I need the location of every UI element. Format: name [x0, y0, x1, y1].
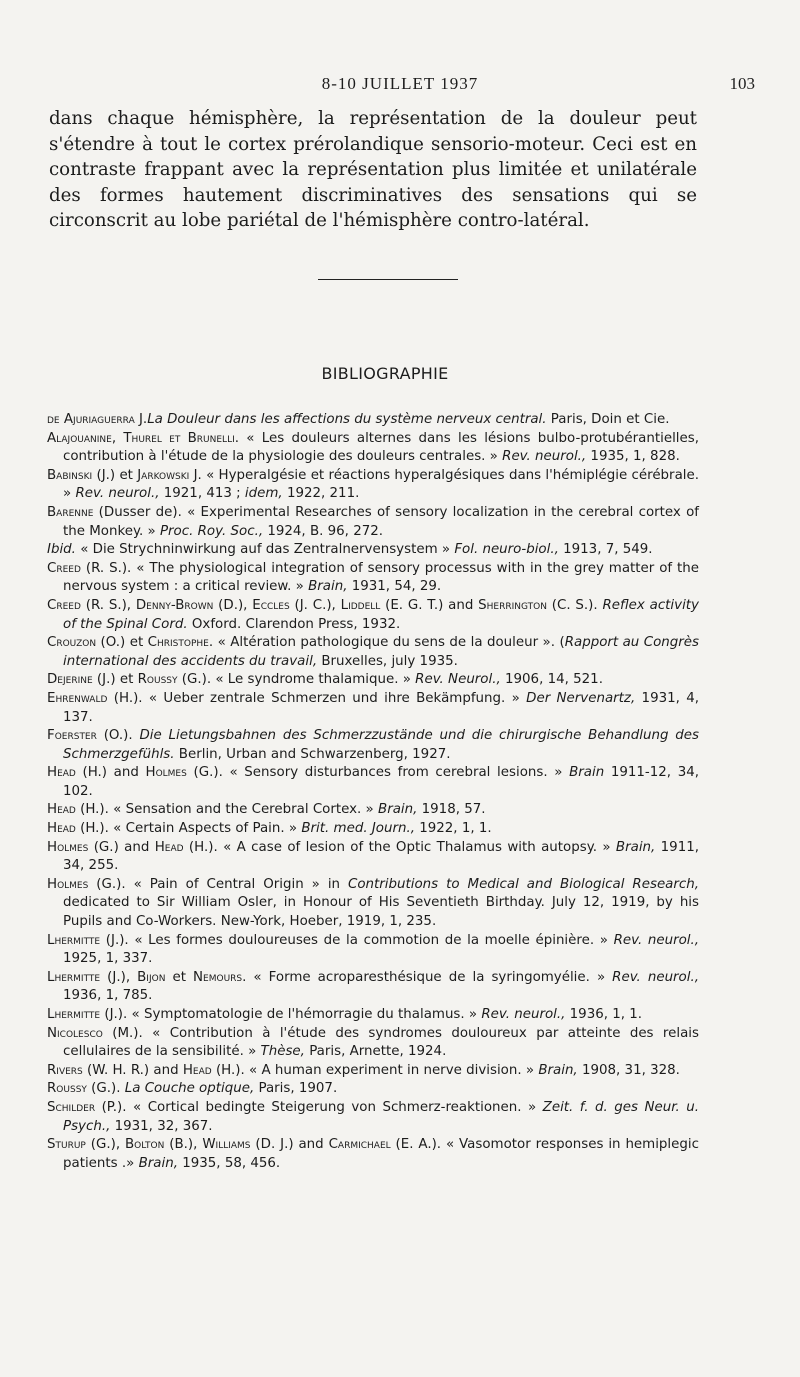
- entry-author: Crouzon: [47, 635, 97, 651]
- entry-author: Sturup: [47, 1137, 86, 1153]
- entry-text: (R. S.),: [80, 597, 136, 613]
- entry-author: Head: [154, 839, 184, 855]
- entry-text: (P.). « Cortical bedingte Steigerung von Schmerz-reaktionen. »: [95, 1099, 543, 1115]
- entry-author: Bijon: [137, 969, 166, 985]
- bibliography-entry: [47, 467, 699, 504]
- entry-text: (Dusser de). « Experimental Researches of sensory localization in the cerebral cortex of the Monkey. »: [63, 504, 699, 539]
- entry-text: (D. J.) and: [250, 1137, 329, 1153]
- bibliography-entry: [47, 1080, 699, 1099]
- entry-text: (C. S.).: [546, 597, 603, 613]
- section-divider: [318, 279, 458, 280]
- header-date: 8-10 JUILLET 1937: [321, 74, 479, 93]
- entry-text: (H.). « A case of lesion of the Optic Thalamus with autopsy. »: [183, 839, 616, 855]
- bibliography-entry: [47, 634, 699, 671]
- entry-author: Holmes: [145, 765, 187, 781]
- entry-text: 1925, 1, 337.: [63, 951, 153, 967]
- bibliography-entry: [47, 1136, 699, 1173]
- entry-author: Roussy: [137, 672, 178, 688]
- entry-author: Lhermitte: [47, 969, 101, 985]
- entry-title: Contributions to Medical and Biological Research,: [348, 876, 700, 892]
- entry-text: « Altération pathologique du sens de la douleur ». (: [213, 635, 565, 651]
- entry-text: (G.). « Le syndrome thalamique. »: [177, 672, 416, 688]
- entry-title: Rev. neurol.,: [481, 1007, 566, 1022]
- entry-title: Der Nervenartz,: [526, 690, 636, 706]
- entry-author: Ehrenwald: [47, 690, 108, 706]
- bibliography-entry: [47, 969, 699, 1006]
- entry-text: 1931, 32, 367.: [110, 1118, 213, 1134]
- entry-text: (R. S.). « The physiological integration of sensory processus with in the grey matter of the nervous system : a critical review. »: [63, 560, 699, 595]
- entry-text: (J.),: [100, 969, 138, 985]
- entry-author: Liddell: [340, 597, 381, 613]
- entry-text: (J.). « Les formes douloureuses de la commotion de la moelle épinière. »: [100, 932, 614, 948]
- entry-text: 1931, 54, 29.: [347, 579, 442, 595]
- entry-text: (G.).: [86, 1081, 125, 1097]
- entry-text: et: [165, 969, 194, 985]
- entry-text: « Die Strychninwirkung auf das Zentralnervensystem »: [75, 542, 455, 558]
- bibliography-entry: [47, 727, 699, 764]
- entry-title: Brain,: [378, 802, 418, 818]
- entry-text: (M.). « Contribution à l'étude des syndromes douloureux par atteinte des relais cellulaires de la sensibilité. »: [63, 1025, 699, 1060]
- entry-author: Ibid.: [47, 542, 76, 558]
- entry-text: (E. A.). « Vasomotor responses in hemiplegic patients .»: [63, 1137, 699, 1171]
- entry-author: Holmes: [47, 839, 89, 855]
- entry-author: Eccles: [252, 597, 290, 613]
- bibliography-entry: [47, 839, 699, 876]
- entry-text: (G.),: [85, 1137, 125, 1153]
- entry-author: Head: [47, 802, 76, 818]
- entry-author: Creed: [47, 597, 81, 613]
- entry-text: Paris, 1907.: [254, 1081, 338, 1097]
- entry-text: (J.). « Symptomatologie de l'hémorragie du thalamus. »: [100, 1007, 482, 1022]
- entry-title: La Douleur dans les affections du système nerveux central.: [147, 412, 547, 427]
- entry-title: Die Lietungsbahnen des Schmerzzustände und die chirurgische Behandlung des Schmerzgefühls.: [63, 728, 699, 762]
- entry-text: 1936, 1, 1.: [565, 1007, 643, 1022]
- entry-text: Bruxelles, july 1935.: [317, 653, 458, 669]
- entry-author: Denny-Brown: [135, 597, 214, 613]
- entry-author: Babinski: [47, 467, 93, 483]
- bibliography-entry: [47, 560, 699, 597]
- entry-author: Williams: [202, 1137, 251, 1153]
- entry-text: (B.),: [164, 1137, 203, 1153]
- entry-author: Bolton: [125, 1137, 165, 1153]
- entry-title: Brain: [569, 765, 605, 781]
- bibliography-entry: [47, 876, 699, 932]
- entry-text: 1935, 58, 456.: [177, 1155, 281, 1171]
- entry-title: idem,: [244, 486, 283, 502]
- entry-text: (H.). « A human experiment in nerve division. »: [211, 1062, 539, 1078]
- entry-title: Rev. neurol.,: [613, 932, 699, 948]
- entry-text: (H.) and: [75, 765, 146, 781]
- entry-text: Oxford. Clarendon Press, 1932.: [187, 616, 401, 632]
- bibliography-entry: [47, 1062, 699, 1081]
- entry-author: Creed: [47, 560, 81, 576]
- entry-title: Brain,: [538, 1062, 578, 1078]
- entry-text: « Les douleurs alternes dans les lésions bulbo-protubérantielles, contribution à l'étude de la physiologie des douleurs centrales. »: [63, 430, 699, 465]
- entry-author: Dejerine: [47, 672, 93, 688]
- entry-title: Thèse,: [260, 1044, 305, 1060]
- entry-text: Paris, Arnette, 1924.: [304, 1044, 447, 1060]
- entry-author: Rivers: [47, 1062, 83, 1078]
- entry-author: Alajouanine, Thurel et Brunelli.: [47, 430, 239, 446]
- entry-title: Rev. neurol.,: [75, 486, 160, 502]
- bibliography-entry: [47, 690, 699, 727]
- entry-author: Holmes: [47, 876, 89, 892]
- entry-text: (W. H. R.) and: [82, 1062, 183, 1078]
- entry-text: (D.),: [213, 597, 253, 613]
- bibliography-entry: [47, 541, 699, 560]
- bibliography-entry: [47, 1006, 699, 1025]
- entry-text: (H.). « Certain Aspects of Pain. »: [75, 821, 302, 837]
- entry-title: Rapport au Congrès international des accidents du travail,: [63, 635, 699, 669]
- entry-title: Brain,: [308, 579, 348, 595]
- running-header: [45, 74, 755, 96]
- bibliography-entry: [47, 671, 699, 690]
- entry-text: (H.). « Ueber zentrale Schmerzen und ihre Bekämpfung. »: [107, 690, 527, 706]
- entry-text: (O.).: [96, 728, 140, 744]
- entry-title: Rev. Neurol.,: [415, 672, 501, 688]
- entry-title: La Couche optique,: [124, 1081, 255, 1097]
- entry-text: (O.) et: [96, 635, 148, 651]
- entry-author: Lhermitte: [47, 932, 101, 948]
- entry-author: Barenne: [47, 504, 94, 520]
- entry-text: (G.) and: [88, 839, 155, 855]
- entry-author: Head: [182, 1062, 212, 1078]
- entry-author: Nicolesco: [47, 1025, 103, 1041]
- bibliography-entry: [47, 430, 699, 467]
- entry-author: Roussy: [47, 1081, 87, 1097]
- entry-title: Zeit. f. d. ges Neur. u. Psych.,: [63, 1099, 699, 1134]
- bibliography-title: BIBLIOGRAPHIE: [321, 364, 449, 383]
- entry-author: Sherrington: [478, 597, 547, 613]
- entry-title: Proc. Roy. Soc.,: [159, 523, 264, 539]
- entry-title: Brain,: [615, 839, 656, 855]
- entry-text: (G.). « Pain of Central Origin » in: [88, 876, 349, 892]
- entry-text: « Forme acroparesthésique de la syringomyélie. »: [246, 969, 613, 985]
- entry-text: 1922, 1, 1.: [414, 821, 492, 837]
- bibliography-entry: [47, 764, 699, 801]
- entry-title: Reflex activity of the Spinal Cord.: [63, 597, 699, 632]
- intro-text: dans chaque hémisphère, la représentation de la douleur peut s'étendre à tout le cortex prérolandique sensorio-moteur. Ceci est en contraste frappant avec la représentation plus limitée et unilatérale des formes hautement discriminatives des sensations qui se circonscrit au lobe pariétal de l'hémisphère contro-latéral.: [49, 108, 697, 232]
- entry-text: 1924, B. 96, 272.: [263, 523, 384, 539]
- bibliography-entry: [47, 801, 699, 820]
- entry-text: 1921, 413 ;: [159, 486, 245, 502]
- bibliography-entry: [47, 1025, 699, 1062]
- entry-text: 1918, 57.: [417, 802, 486, 818]
- entry-text: 1913, 7, 549.: [558, 542, 653, 558]
- bibliography-entry: [47, 411, 699, 430]
- entry-text: dedicated to Sir William Osler, in Honour of His Seventieth Birthday. July 12, 1919, by his Pupils and Co-Workers. New-York, Hoeber, 1919, 1, 235.: [63, 895, 699, 930]
- entry-author: Jarkowski: [137, 467, 190, 483]
- entry-author: Nemours.: [193, 969, 247, 985]
- entry-author: Head: [47, 765, 76, 781]
- entry-text: (J.) et: [92, 672, 138, 688]
- entry-author: Christophe.: [147, 635, 214, 651]
- entry-text: (H.). « Sensation and the Cerebral Cortex. »: [75, 802, 379, 818]
- entry-text: (E. G. T.) and: [380, 597, 479, 613]
- bibliography-entry: [47, 932, 699, 969]
- entry-title: Rev. neurol.,: [502, 449, 587, 465]
- entry-text: 1911-12, 34, 102.: [63, 765, 699, 799]
- entry-title: Brain,: [138, 1155, 178, 1171]
- entry-text: Berlin, Urban and Schwarzenberg, 1927.: [174, 746, 451, 762]
- entry-text: (J.) et: [92, 467, 138, 483]
- entry-text: 1922, 211.: [282, 486, 360, 502]
- bibliography-entry: [47, 597, 699, 634]
- entry-author: Lhermitte: [47, 1007, 101, 1022]
- intro-paragraph: [49, 106, 697, 234]
- entry-author: Carmichael: [328, 1137, 391, 1153]
- entry-text: 1931, 4, 137.: [63, 690, 699, 725]
- entry-author: Head: [47, 821, 76, 837]
- bibliography-entry: [47, 504, 699, 541]
- entry-author: Schilder: [47, 1099, 96, 1115]
- entry-text: J. « Hyperalgésie et réactions hyperalgésiques dans l'hémiplégie cérébrale. »: [63, 467, 699, 502]
- entry-text: (G.). « Sensory disturbances from cerebral lesions. »: [186, 765, 570, 781]
- entry-text: (J. C.),: [289, 597, 341, 613]
- bibliography-entry: [47, 820, 699, 839]
- page-number: 103: [729, 74, 755, 93]
- entry-text: 1936, 1, 785.: [63, 988, 153, 1004]
- entry-title: Rev. neurol.,: [612, 969, 699, 985]
- entry-author: Foerster: [47, 728, 97, 744]
- bibliography-list: [47, 411, 699, 1173]
- entry-text: Paris, Doin et Cie.: [546, 412, 670, 427]
- entry-text: 1908, 31, 328.: [577, 1062, 680, 1078]
- entry-author: de Ajuriaguerra J.: [47, 412, 148, 427]
- entry-title: Fol. neuro-biol.,: [454, 542, 559, 558]
- bibliography-entry: [47, 1099, 699, 1136]
- entry-text: 1911, 34, 255.: [63, 839, 699, 874]
- entry-text: 1935, 1, 828.: [586, 449, 680, 465]
- entry-title: Brit. med. Journ.,: [301, 821, 415, 837]
- entry-text: 1906, 14, 521.: [500, 672, 603, 688]
